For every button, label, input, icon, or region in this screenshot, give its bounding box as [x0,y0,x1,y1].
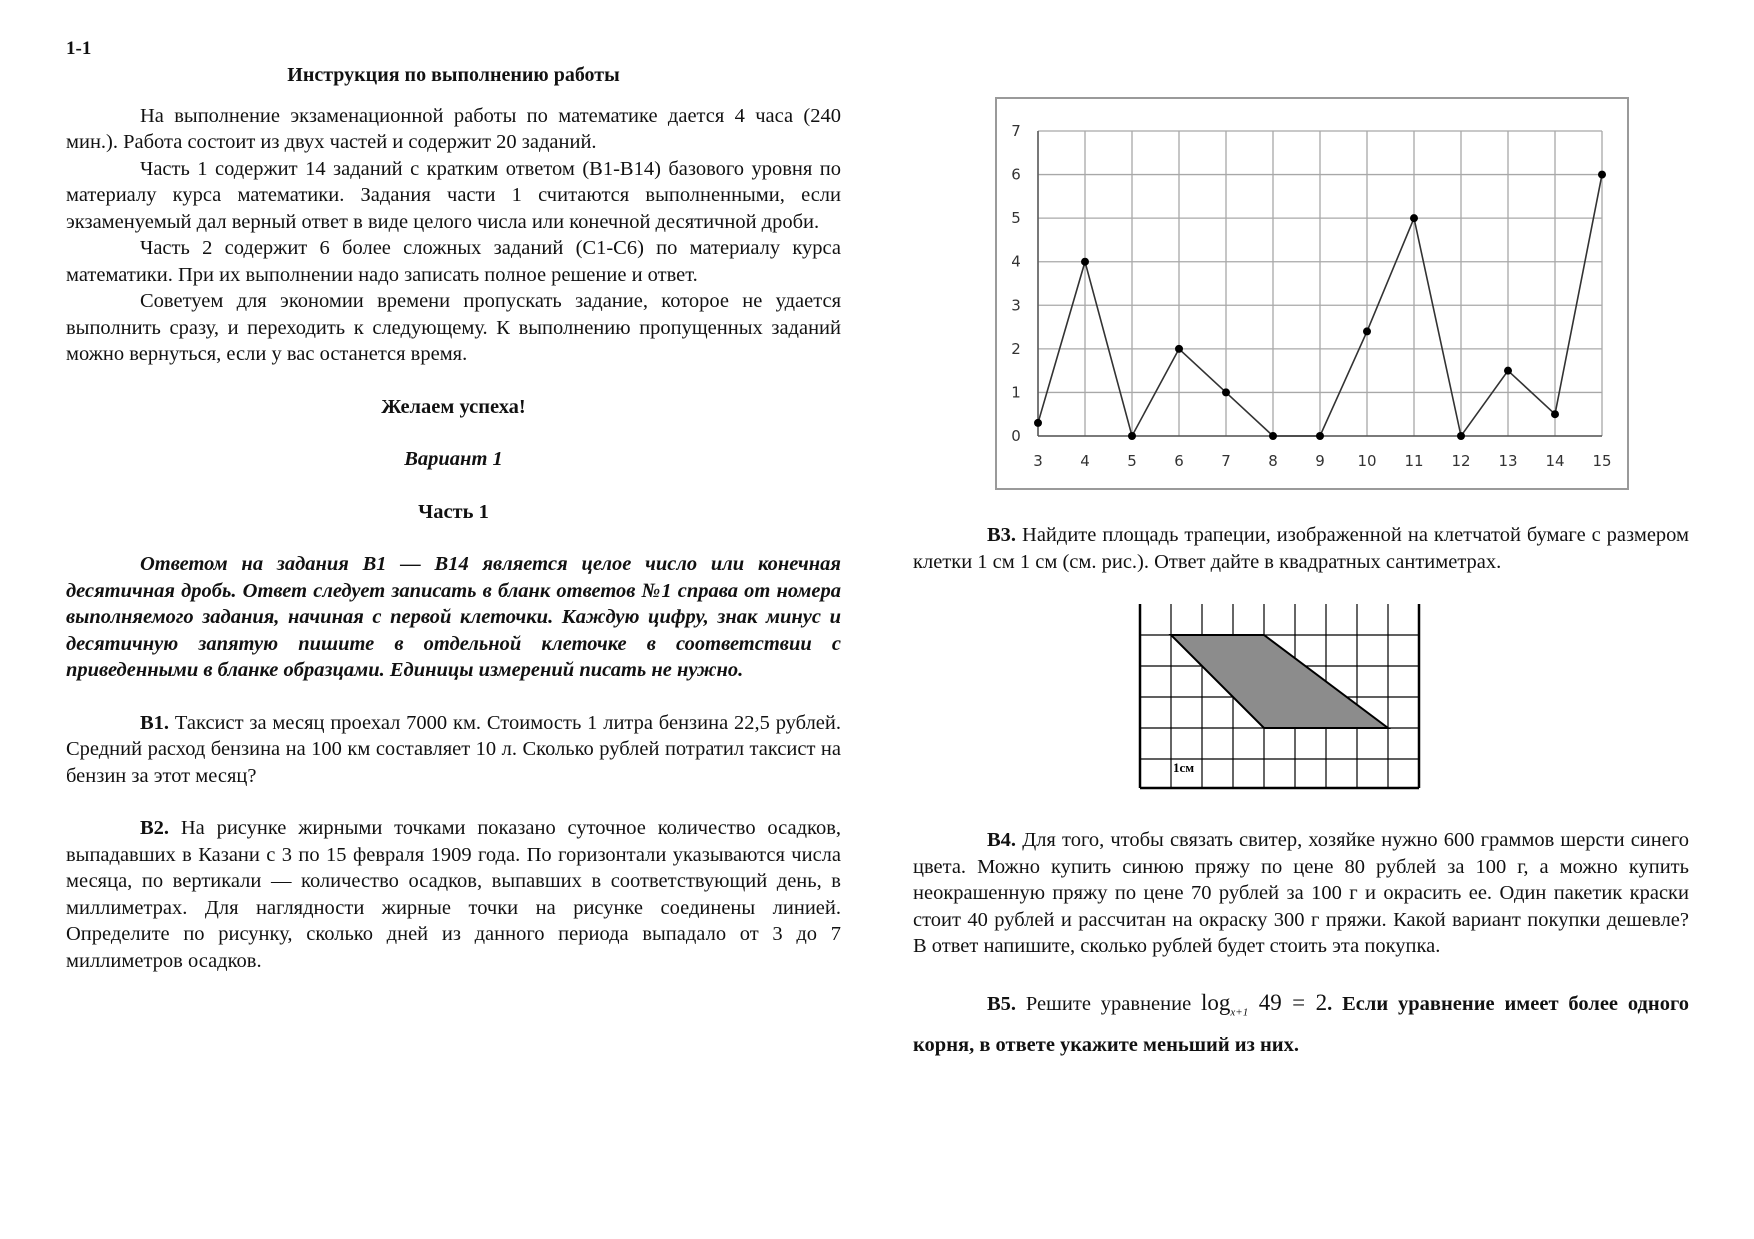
data-point [1504,367,1512,375]
task-b3 [913,522,1689,575]
y-tick-label: 0 [1011,427,1021,445]
task-b4-label: В4. [987,829,1017,851]
data-point [1363,327,1371,335]
trapezoid-figure-svg [1138,602,1428,792]
task-b5 [913,986,1689,1063]
right-column-top [913,522,1689,575]
data-point [1598,171,1606,179]
variant-heading: Вариант 1 [404,448,503,470]
task-b5-text-before: Решите уравнение [1025,992,1192,1015]
x-tick-label: 6 [1174,452,1184,470]
precipitation-chart-svg [997,99,1627,488]
task-b1-text: Таксист за месяц проехал 7000 км. Стоимость 1 литра бензина 22,5 рублей. Средний расход бензина на 100 км составляет 10 л. Сколько рублей потратил таксист на бензин за этот месяц? [66,711,841,787]
y-tick-label: 2 [1011,339,1021,358]
data-point [1457,432,1465,440]
x-tick-label: 11 [1404,452,1424,470]
data-point [1034,419,1042,427]
precipitation-chart [995,97,1629,490]
x-tick-label: 5 [1127,452,1137,470]
data-point [1222,388,1230,396]
instructions-paragraph: На выполнение экзаменационной работы по математике дается 4 часа (240 мин.). Работа состоит из двух частей и содержит 20 заданий. [66,104,841,153]
part-heading: Часть 1 [418,500,489,523]
task-b4 [913,827,1689,960]
data-point [1551,410,1559,418]
x-tick-label: 4 [1080,452,1090,470]
formula-base: x+1 [1230,1006,1249,1019]
data-point [1316,432,1324,440]
y-tick-label: 6 [1011,165,1021,184]
x-tick-label: 15 [1592,452,1612,470]
task-b2-label: В2. [140,817,170,839]
x-tick-label: 9 [1315,452,1325,470]
instructions-paragraph: Часть 1 содержит 14 заданий с кратким ответом (В1-В14) базового уровня по материалу курса математики. Задания части 1 считаются выполненными, если экзаменуемый дал верный ответ в виде целого числа или конечной десятичной дроби. [66,157,841,233]
x-tick-label: 3 [1033,452,1043,470]
task-b1 [66,710,841,790]
instructions-paragraph: Часть 2 содержит 6 более сложных заданий (С1-С6) по материалу курса математики. При их выполнении надо записать полное решение и ответ. [66,237,841,286]
data-point [1175,345,1183,353]
task-b3-text: Найдите площадь трапеции, изображенной на клетчатой бумаге с размером клетки 1 см 1 см (см. рис.). Ответ дайте в квадратных сантиметрах. [913,524,1689,573]
answer-instruction: Ответом на задания В1 — В14 является целое число или конечная десятичная дробь. Ответ следует записать в бланк ответов №1 справа от номера выполняемого задания, начиная с первой клеточки. Каждую цифру, знак минус и десятичную запятую пишите в отдельной клеточке в соответствии с приведенными в бланке образцами. Единицы измерений писать не нужно. [66,553,841,681]
y-tick-label: 7 [1011,122,1021,140]
data-point [1410,214,1418,222]
instructions-paragraph: Советуем для экономии времени пропускать задание, которое не удается выполнить сразу, и переходить к следующему. К выполнению пропущенных заданий можно вернуться, если у вас останется время. [66,290,841,365]
formula-rest: 49 = 2 [1248,989,1328,1015]
task-b4-text: Для того, чтобы связать свитер, хозяйке нужно 600 граммов шерсти синего цвета. Можно купить синюю пряжу по цене 80 рублей за 100 г, а можно купить неокрашенную пряжу по цене 70 рублей за 100 г и окрасить ее. Один пакетик краски стоит 40 рублей и рассчитан на окраску 300 г пряжи. Какой вариант покупки дешевле? В ответ напишите, сколько рублей будет стоить эта покупка. [913,829,1689,957]
x-tick-label: 13 [1498,452,1518,470]
task-b5-formula [1201,989,1328,1019]
x-tick-label: 8 [1268,452,1278,470]
instructions-title: Инструкция по выполнению работы [287,64,620,86]
y-tick-label: 3 [1011,296,1021,315]
trapezoid-scale-label: 1см [1173,760,1195,775]
task-b1-label: В1. [140,711,170,734]
task-b3-label: В3. [987,524,1017,546]
y-tick-label: 1 [1011,383,1021,402]
wish-text: Желаем успеха! [381,395,526,418]
y-tick-label: 5 [1011,209,1021,228]
x-tick-label: 14 [1545,452,1565,470]
task-b2-text: На рисунке жирными точками показано суточное количество осадков, выпадавших в Казани с 3 по 15 февраля 1909 года. По горизонтали указываются числа месяца, по вертикали — количество осадков, выпавших в соответствующий день, в миллиметрах. Для наглядности жирные точки на рисунке соединены линией. Определите по рисунку, сколько дней из данного периода выпадало от 3 до 7 миллиметров осадков. [66,817,841,972]
x-tick-label: 12 [1451,452,1471,470]
x-tick-label: 10 [1357,452,1377,470]
data-point [1128,432,1136,440]
task-b5-label: В5. [987,992,1017,1015]
data-point [1081,258,1089,266]
task-b2 [66,815,841,974]
right-column-bottom [913,827,1689,1062]
trapezoid-figure [1138,602,1428,797]
formula-log: log [1201,989,1231,1015]
left-column [66,62,841,974]
y-tick-label: 4 [1011,252,1021,271]
page-id: 1-1 [66,38,92,59]
data-point [1269,432,1277,440]
task-b5-text-after: . Если уравнение имеет более одного корня, в ответе укажите меньший из них. [913,992,1689,1057]
x-tick-label: 7 [1221,452,1231,470]
